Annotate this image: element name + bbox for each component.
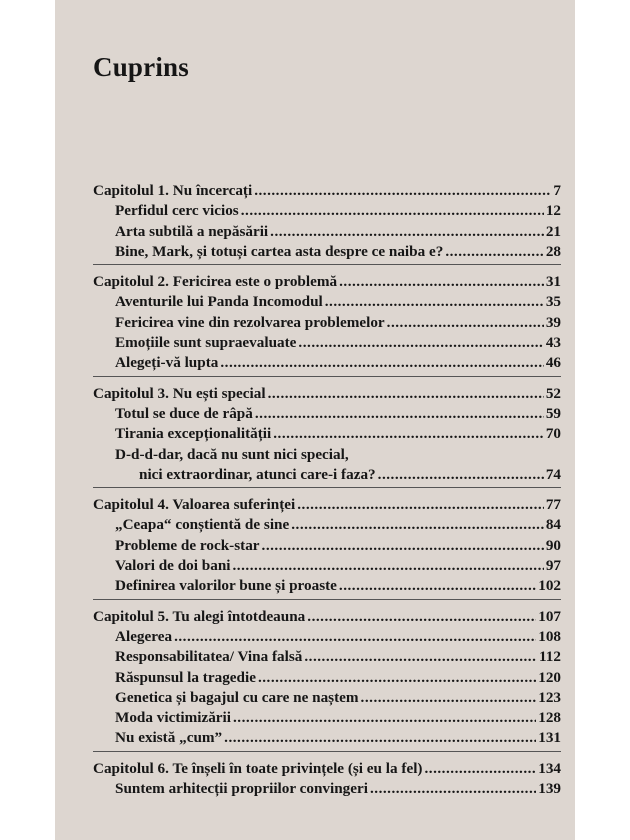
chapter-entry — [93, 496, 561, 516]
dot-leader — [233, 709, 536, 727]
subchapter-entry — [93, 405, 561, 425]
page-number: 43 — [545, 334, 561, 352]
subchapter-entry — [93, 709, 561, 729]
subchapter-entry — [93, 689, 561, 709]
chapter-title: Capitolul 2. Fericirea este o problemă — [93, 273, 338, 291]
subchapter-title: Totul se duce de râpă — [115, 404, 253, 422]
subchapter-title: Perfidul cerc vicios — [115, 202, 239, 220]
dot-leader — [424, 760, 536, 778]
subchapter-entry — [93, 577, 561, 597]
dot-leader — [291, 516, 544, 534]
page-number: 84 — [545, 516, 561, 534]
chapter-title: Capitolul 1. Nu încercați — [93, 182, 253, 199]
dot-leader — [445, 243, 543, 261]
page-number: 139 — [538, 780, 561, 798]
page-number: 31 — [545, 273, 561, 291]
page-number: 28 — [545, 242, 561, 260]
subchapter-entry — [93, 669, 561, 689]
page-number: 12 — [545, 202, 561, 220]
page-title: Cuprins — [93, 52, 189, 82]
subchapter-entry — [93, 557, 561, 577]
table-of-contents — [93, 182, 561, 809]
page-number: 90 — [545, 536, 561, 554]
page-number: 70 — [545, 425, 561, 443]
dot-leader — [378, 466, 544, 484]
page-number: 7 — [553, 182, 561, 199]
chapter-section-4 — [93, 496, 561, 599]
chapter-entry — [93, 182, 561, 202]
dot-leader — [307, 608, 536, 626]
subchapter-entry — [93, 780, 561, 800]
dot-leader — [224, 729, 536, 747]
dot-leader — [241, 202, 544, 220]
subchapter-entry — [93, 425, 561, 445]
subchapter-title: D-d-d-dar, dacă nu sunt nici special, — [115, 445, 349, 463]
chapter-section-3 — [93, 385, 561, 488]
dot-leader — [233, 557, 544, 575]
subchapter-title: Suntem arhitecții propriilor convingeri — [115, 780, 368, 798]
page-number: 107 — [538, 607, 561, 625]
dot-leader — [370, 780, 536, 798]
subchapter-entry — [93, 537, 561, 557]
page-number: 21 — [545, 222, 561, 240]
subchapter-entry — [93, 446, 561, 466]
page-number: 134 — [538, 759, 561, 777]
chapter-entry — [93, 608, 561, 628]
subchapter-title: Răspunsul la tragedie — [115, 668, 256, 686]
dot-leader — [262, 537, 544, 555]
subchapter-title: Genetica și bagajul cu care ne naștem — [115, 688, 359, 706]
subchapter-title: „Ceapa“ conștientă de sine — [115, 516, 290, 534]
dot-leader — [254, 182, 551, 200]
subchapter-entry — [93, 628, 561, 648]
subchapter-entry — [93, 516, 561, 536]
subchapter-title: Fericirea vine din rezolvarea problemelor — [115, 313, 385, 331]
subchapter-title: Bine, Mark, și totuși cartea asta despre ce naiba e? — [115, 242, 444, 260]
subchapter-entry — [93, 202, 561, 222]
subchapter-title: Nu există „cum” — [115, 729, 223, 747]
chapter-entry — [93, 760, 561, 780]
chapter-title: Capitolul 6. Te înșeli în toate privințele (și eu la fel) — [93, 759, 423, 777]
subchapter-entry — [93, 334, 561, 354]
dot-leader — [387, 314, 544, 332]
page-number: 74 — [545, 465, 561, 483]
dot-leader — [174, 628, 536, 646]
page-number: 112 — [539, 648, 561, 666]
chapter-title: Capitolul 4. Valoarea suferinței — [93, 496, 296, 514]
book-page — [55, 0, 575, 840]
dot-leader — [268, 385, 544, 403]
dot-leader — [255, 405, 544, 423]
subchapter-entry — [93, 223, 561, 243]
dot-leader — [298, 334, 543, 352]
page-number: 59 — [545, 404, 561, 422]
subchapter-title: Definirea valorilor bune și proaste — [115, 577, 337, 595]
chapter-title: Capitolul 3. Nu ești special — [93, 384, 266, 402]
dot-leader — [325, 293, 544, 311]
dot-leader — [339, 577, 536, 595]
dot-leader — [220, 354, 543, 372]
dot-leader — [339, 273, 544, 291]
chapter-section-6 — [93, 760, 561, 802]
subchapter-title: Probleme de rock-star — [115, 536, 260, 554]
dot-leader — [361, 689, 537, 707]
page-number: 77 — [545, 496, 561, 514]
subchapter-title: Alegerea — [115, 627, 173, 645]
chapter-entry — [93, 273, 561, 293]
chapter-section-2 — [93, 273, 561, 376]
subchapter-entry-continuation — [93, 466, 561, 486]
chapter-entry — [93, 385, 561, 405]
page-number: 102 — [538, 577, 561, 595]
subchapter-title: Valori de doi bani — [115, 557, 231, 575]
subchapter-title: Tirania excepționalității — [115, 425, 272, 443]
dot-leader — [270, 223, 544, 241]
subchapter-entry — [93, 314, 561, 334]
subchapter-title: Emoțiile sunt supraevaluate — [115, 334, 297, 352]
dot-leader — [297, 496, 544, 514]
dot-leader — [304, 648, 537, 666]
subchapter-entry — [93, 293, 561, 313]
chapter-section-5 — [93, 608, 561, 752]
subchapter-title: Arta subtilă a nepăsării — [115, 222, 269, 240]
page-number: 131 — [538, 729, 561, 747]
page-number: 39 — [545, 313, 561, 331]
dot-leader — [273, 425, 544, 443]
page-number: 35 — [545, 293, 561, 311]
dot-leader — [258, 669, 536, 687]
chapter-section-1 — [93, 182, 561, 265]
page-number: 46 — [545, 354, 561, 372]
page-number: 52 — [545, 384, 561, 402]
subchapter-title: Alegeți-vă lupta — [115, 354, 219, 372]
page-number: 120 — [538, 668, 561, 686]
subchapter-title-continuation: nici extraordinar, atunci care-i faza? — [139, 465, 376, 483]
subchapter-entry — [93, 648, 561, 668]
subchapter-entry — [93, 729, 561, 749]
page-number: 123 — [538, 688, 561, 706]
chapter-title: Capitolul 5. Tu alegi întotdeauna — [93, 607, 306, 625]
page-number: 97 — [545, 557, 561, 575]
subchapter-entry — [93, 243, 561, 263]
subchapter-entry — [93, 354, 561, 374]
subchapter-title: Aventurile lui Panda Incomodul — [115, 293, 323, 311]
subchapter-title: Responsabilitatea/ Vina falsă — [115, 648, 303, 666]
page-number: 108 — [538, 627, 561, 645]
subchapter-title: Moda victimizării — [115, 709, 231, 727]
page-number: 128 — [538, 709, 561, 727]
